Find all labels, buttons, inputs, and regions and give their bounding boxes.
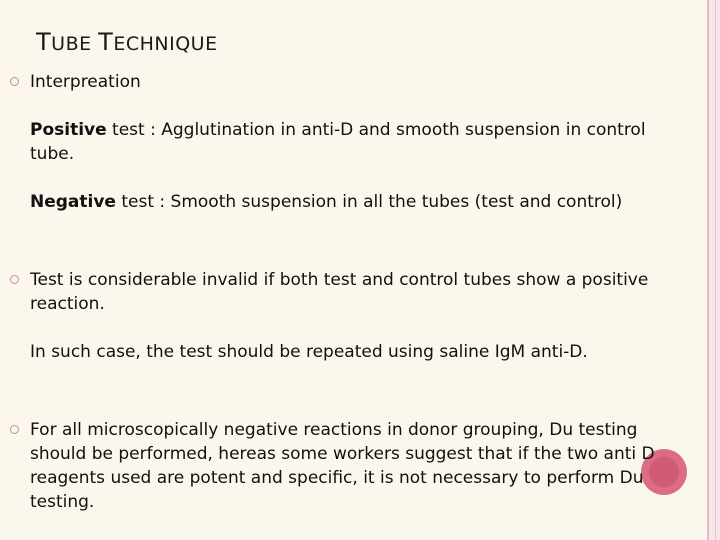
bullet-invalid xyxy=(30,268,716,316)
bullet-interpretation xyxy=(30,70,720,94)
positive-label: Positive xyxy=(30,120,107,140)
repeat-paragraph xyxy=(30,340,690,364)
title-letter-t2: T xyxy=(98,28,114,56)
invalid-text: Test is considerable invalid if both test and control tubes show a positive reaction. xyxy=(30,270,649,314)
positive-test-paragraph xyxy=(30,118,690,166)
title-word-ube: UBE xyxy=(51,33,99,55)
title-word-echnique: ECHNIQUE xyxy=(113,33,218,55)
negative-text: test : Smooth suspension in all the tubes (test and control) xyxy=(115,192,623,212)
repeat-text: In such case, the test should be repeated using saline IgM anti-D. xyxy=(30,342,588,362)
negative-label: Negative xyxy=(30,192,116,212)
bullet-icon xyxy=(10,425,19,434)
bullet-icon xyxy=(10,275,19,284)
interpretation-text: Interpreation xyxy=(30,72,141,92)
negative-test-paragraph xyxy=(30,190,700,214)
bullet-microscopic xyxy=(30,418,698,514)
micro-text: For all microscopically negative reactions in donor grouping, Du testing should be performed, hereas some workers suggest that if the two anti D reagents used are potent and specific, it is not necessary to perform Du testing. xyxy=(30,420,655,512)
positive-text: test : Agglutination in anti-D and smooth suspension in control tube. xyxy=(30,120,646,164)
title-letter-t: T xyxy=(36,28,52,56)
bullet-icon xyxy=(10,77,19,86)
